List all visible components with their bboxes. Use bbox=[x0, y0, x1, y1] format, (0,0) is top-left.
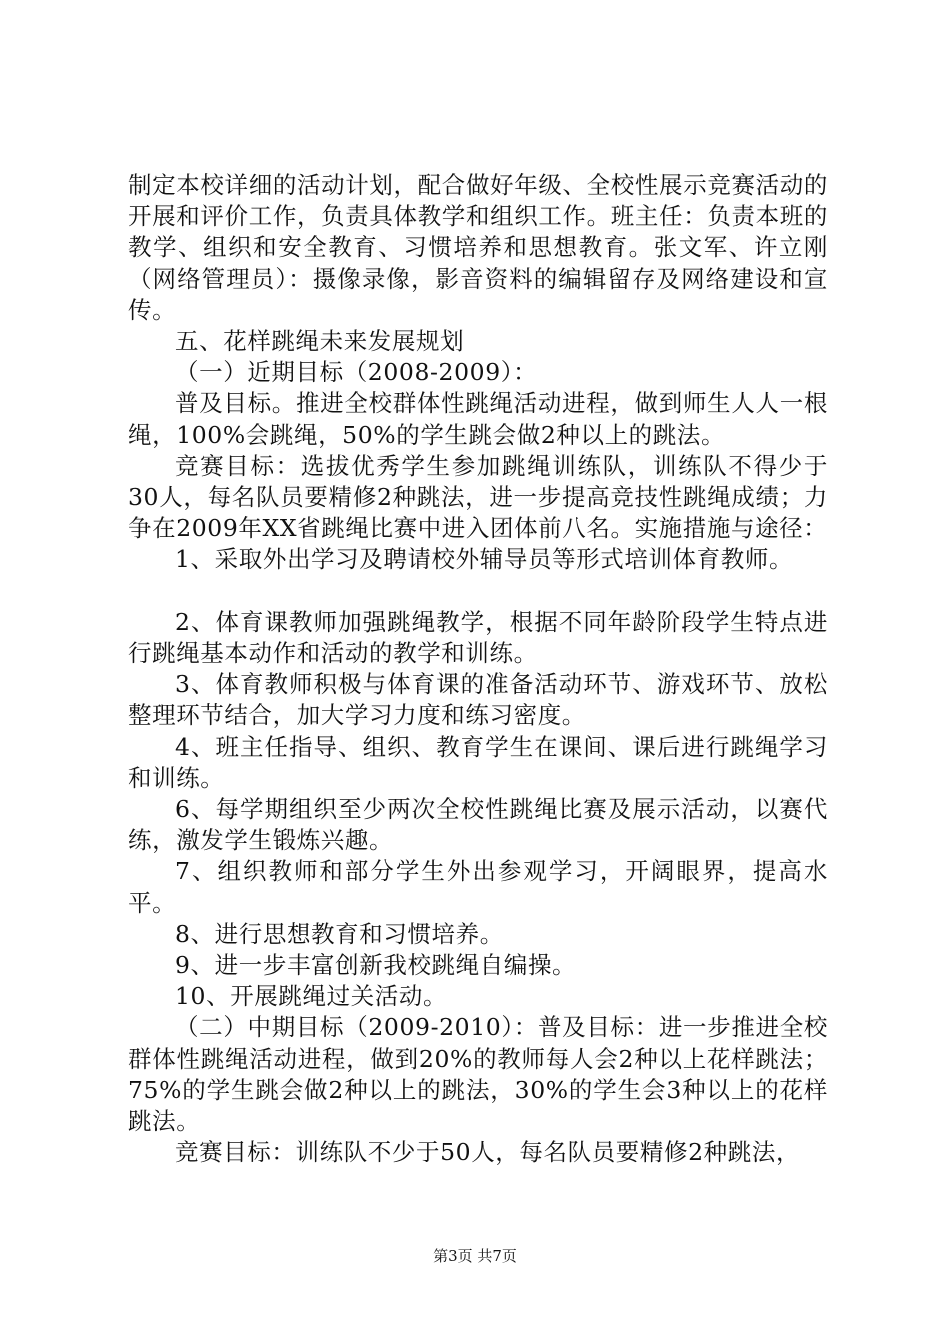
list-item: 10、开展跳绳过关活动。 bbox=[175, 982, 448, 1011]
section-heading: 五、花样跳绳未来发展规划 bbox=[175, 327, 465, 356]
page-footer: 第3页 共7页 bbox=[433, 1247, 517, 1265]
list-item: 1、采取外出学习及聘请校外辅导员等形式培训体育教师。 bbox=[175, 545, 794, 574]
paragraph: 竞赛目标：选拔优秀学生参加跳绳训练队，训练队不得少于30人，每名队员要精修2种跳法，进一步提高竞技性跳绳成绩；力争在2009年XX省跳绳比赛中进入团体前八名。实施措施与途径： bbox=[128, 451, 828, 543]
paragraph: （二）中期目标（2009-2010）：普及目标：进一步推进全校群体性跳绳活动进程，做到20%的教师每人会2种以上花样跳法；75%的学生跳会做2种以上的跳法，30%的学生会3种以上的花样跳法。 bbox=[128, 1013, 828, 1136]
paragraph-responsibilities: 制定本校详细的活动计划，配合做好年级、全校性展示竞赛活动的开展和评价工作，负责具体教学和组织工作。班主任：负责本班的教学、组织和安全教育、习惯培养和思想教育。张文军、许立刚（网络管理员）：摄像录像，影音资料的编辑留存及网络建设和宣传。 bbox=[128, 171, 828, 324]
list-item: 6、每学期组织至少两次全校性跳绳比赛及展示活动，以赛代练，激发学生锻炼兴趣。 bbox=[128, 795, 828, 855]
list-item: 7、组织教师和部分学生外出参观学习，开阔眼界，提高水平。 bbox=[128, 857, 828, 917]
body-text bbox=[128, 170, 828, 1168]
list-item: 4、班主任指导、组织、教育学生在课间、课后进行跳绳学习和训练。 bbox=[128, 732, 828, 792]
paragraph: 普及目标。推进全校群体性跳绳活动进程，做到师生人人一根绳，100%会跳绳，50%的学生跳会做2种以上的跳法。 bbox=[128, 389, 828, 449]
subsection-heading: （一）近期目标（2008-2009）： bbox=[175, 358, 538, 387]
list-item: 8、进行思想教育和习惯培养。 bbox=[175, 919, 504, 948]
list-item: 9、进一步丰富创新我校跳绳自编操。 bbox=[175, 951, 577, 980]
list-item: 3、体育教师积极与体育课的准备活动环节、游戏环节、放松整理环节结合，加大学习力度和练习密度。 bbox=[128, 670, 828, 730]
paragraph: 竞赛目标：训练队不少于50人，每名队员要精修2种跳法， bbox=[175, 1138, 801, 1167]
list-item: 2、体育课教师加强跳绳教学，根据不同年龄阶段学生特点进行跳绳基本动作和活动的教学和训练。 bbox=[128, 607, 828, 668]
